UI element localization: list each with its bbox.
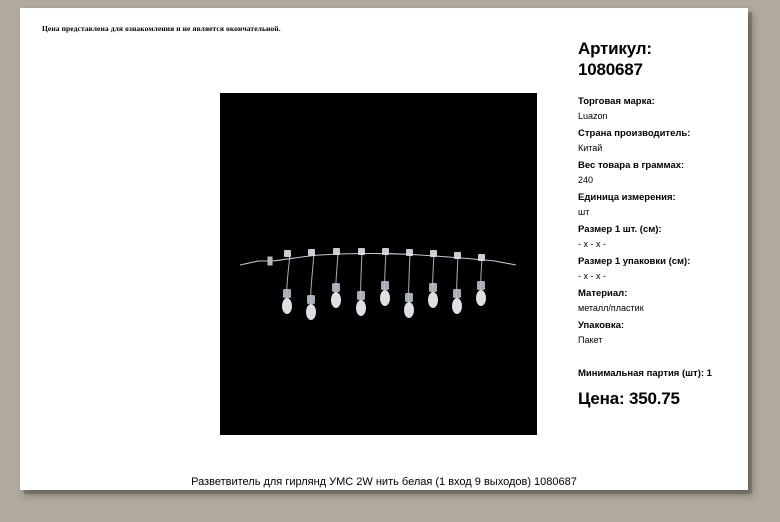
spec-value: 240 bbox=[578, 175, 594, 185]
product-image bbox=[220, 93, 537, 435]
price-disclaimer: Цена представлена для ознакомления и не является окончательной. bbox=[42, 24, 281, 33]
product-page bbox=[20, 8, 748, 490]
spec-value: шт bbox=[578, 207, 590, 217]
spec-label: Упаковка: bbox=[578, 320, 625, 331]
spec-value: - x - x - bbox=[578, 239, 606, 249]
min-lot: Минимальная партия (шт): 1 bbox=[578, 368, 712, 379]
spec-label: Вес товара в граммах: bbox=[578, 160, 685, 171]
spec-label: Страна производитель: bbox=[578, 128, 691, 139]
spec-value: металл/пластик bbox=[578, 303, 644, 313]
spec-label: Торговая марка: bbox=[578, 96, 655, 107]
spec-brand bbox=[578, 94, 743, 124]
spec-packaging bbox=[578, 318, 743, 348]
spec-label: Материал: bbox=[578, 288, 628, 299]
garland-illustration bbox=[220, 93, 537, 435]
spec-label: Размер 1 шт. (см): bbox=[578, 224, 662, 235]
spec-label: Размер 1 упаковки (см): bbox=[578, 256, 691, 267]
spec-package-size bbox=[578, 254, 743, 284]
product-info bbox=[578, 38, 743, 409]
sku-value: 1080687 bbox=[578, 60, 643, 79]
spec-value: - x - x - bbox=[578, 271, 606, 281]
price: Цена: 350.75 bbox=[578, 389, 680, 408]
spec-item-size bbox=[578, 222, 743, 252]
product-caption: Разветвитель для гирлянд УМС 2W нить белая (1 вход 9 выходов) 1080687 bbox=[191, 476, 577, 488]
spec-label: Единица измерения: bbox=[578, 192, 676, 203]
spec-unit bbox=[578, 190, 743, 220]
spec-weight bbox=[578, 158, 743, 188]
spec-value: Пакет bbox=[578, 335, 603, 345]
sku-label: Артикул: bbox=[578, 39, 652, 58]
spec-value: Luazon bbox=[578, 111, 608, 121]
spec-value: Китай bbox=[578, 143, 603, 153]
spec-country bbox=[578, 126, 743, 156]
spec-material bbox=[578, 286, 743, 316]
